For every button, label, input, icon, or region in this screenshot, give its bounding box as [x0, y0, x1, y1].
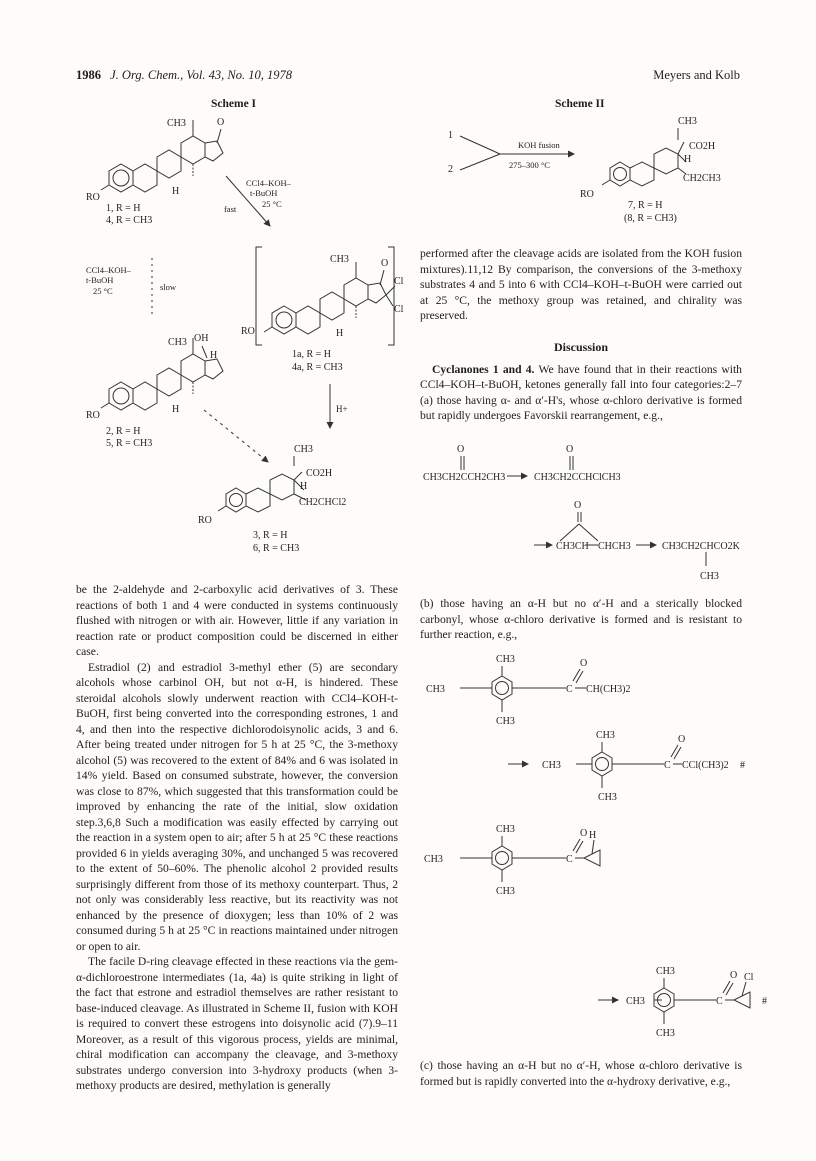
fast-reagent-1: CCl4–KOH–: [246, 178, 291, 188]
acyl-c-3: C: [566, 854, 573, 865]
slow-reagent-2: t-BuOH: [86, 275, 114, 285]
estrone-ro: RO: [86, 192, 100, 203]
isopropyl-group: CH(CH3)2: [586, 684, 631, 695]
slow-label: slow: [160, 282, 177, 292]
doisynolic-h: H: [300, 481, 308, 492]
estradiol-oh: OH: [194, 333, 209, 344]
chlorine-1: Cl: [394, 276, 404, 287]
mesityl-4-methyl-ortho-2: CH3: [656, 1028, 675, 1039]
acyl-c-1: C: [566, 684, 573, 695]
chloroisopropyl-group: CCl(CH3)2: [682, 760, 729, 771]
mesityl-1-methyl-ortho: CH3: [496, 654, 515, 665]
mesityl-2-methyl-para: CH3: [542, 760, 561, 771]
cmpd-1a-label: 1a, R = H: [292, 349, 331, 360]
mesityl-4-methyl-ortho: CH3: [656, 966, 675, 977]
cmpd-7-label: 7, R = H: [628, 200, 663, 211]
acid-7-co2h: CO2H: [689, 141, 716, 152]
acid-7-ethyl: CH2CH3: [683, 173, 721, 184]
acid-catalyst: H+: [336, 404, 348, 414]
estradiol-structure: [101, 338, 223, 410]
dichloro-ketone-o: O: [381, 258, 389, 269]
dichloroestrone-structure: [264, 262, 386, 334]
cmpd-4-label: 4, R = CH3: [106, 215, 153, 226]
right-paragraph-3: (b) those having an α-H but no α′-H and a sterically blocked carbonyl, whose α-chloro derivative is formed and is resistant to further reaction, e.g.,: [420, 597, 742, 641]
doisynolic-acid-benzene: [610, 162, 630, 186]
estrone-structure: [101, 120, 223, 192]
right-column-top: [420, 246, 742, 324]
doisynolic-ro: RO: [198, 515, 212, 526]
acid-7-ro: RO: [580, 189, 594, 200]
fast-label: fast: [224, 204, 237, 214]
mesityl-1-methyl-ortho-2: CH3: [496, 716, 515, 727]
estrone-methyl: CH3: [167, 118, 186, 129]
scheme-2-title: Scheme II: [555, 98, 605, 110]
fast-reagent-2: t-BuOH: [250, 188, 278, 198]
fusion-temperature: 275–300 °C: [509, 160, 550, 170]
mesityl-3-methyl-para: CH3: [424, 854, 443, 865]
acid-7-h: H: [684, 154, 692, 165]
estradiol-h: H: [210, 350, 218, 361]
dichloro-ro: RO: [241, 326, 255, 337]
cmpd-1-label: 1, R = H: [106, 203, 141, 214]
no-reaction-2: #: [762, 996, 767, 1007]
acid-7-methyl: CH3: [678, 116, 697, 127]
slow-reagent-1: CCl4–KOH–: [86, 265, 131, 275]
cmpd-6-label: 6, R = CH3: [253, 543, 300, 554]
mesityl-ring-2: [592, 752, 612, 776]
scheme2-start-2: 2: [448, 164, 453, 175]
scheme-1-title: Scheme I: [211, 98, 257, 110]
fast-reagent-3: 25 °C: [262, 199, 282, 209]
cyclopropanone-left: CH3CH: [556, 541, 589, 552]
page-number: 1986: [76, 68, 101, 82]
left-paragraph-1: be the 2-aldehyde and 2-carboxylic acid derivatives of 3. These reactions of both 1 and 4 were conducted in systems continuously flushed with nitrogen or with air. However, little if any variation in reaction rate or product composition could be discerned in either case.: [76, 583, 398, 658]
discussion-section: [420, 340, 742, 424]
cmpd-5-label: 5, R = CH3: [106, 438, 153, 449]
cyclopropyl-chlorine: Cl: [744, 972, 754, 983]
dichloro-methyl: CH3: [330, 254, 349, 265]
cmpd-3-label: 3, R = H: [253, 530, 288, 541]
left-paragraph-2: Estradiol (2) and estradiol 3-methyl ether (5) are secondary alcohols whose carbinol OH, but not α-H, is hindered. These steroidal alcohols slowly underwent reaction with CCl4–KOH-t-BuOH, first being converted into the corresponding estrones, 1 and 4, and then into the respective dichlorodoisynolic acids, 3 and 6. After being treated under nitrogen for 5 h at 25 °C, the 3-methoxy alcohol (5) was recovered to the extent of 84% and 6 was isolated in 14% yield. Based on consumed substrate, however, the conversion was close to 87%, which suggested that this transformation could be improved by enhancing the rate of the initial, slow oxidation step.3,6,8 Such a modification was easily effected by carrying out the reaction in a system open to air; after 5 h at 25 °C these reactions provided 6 in yields averaging 30%, and unchanged 5 was recovered to the extent of 50–60%. The phenolic alcohol 2 provided results surprisingly different from those of its methoxy counterpart. Thus, 2 not only was considerably less reactive, but its reactivity was not enhanced by the presence of dioxygen; less than 10% of 2 was consumed during 5 h at 25 °C in reactions maintained under nitrogen or open to air.: [76, 660, 398, 953]
acyl-c-4: C: [716, 996, 723, 1007]
fusion-condition: KOH fusion: [518, 140, 560, 150]
favorskii-product-methyl: CH3: [700, 571, 719, 582]
left-column: [76, 582, 398, 1094]
right-paragraph-4: (c) those having an α-H but no α′-H, whose α-chloro derivative is formed but is rapidly converted into the α-hydroxy derivative, e.g.,: [420, 1059, 742, 1088]
mesityl-2-methyl-ortho-2: CH3: [598, 792, 617, 803]
cyclopropyl-h: H: [589, 830, 597, 841]
chloroketone: CH3CH2CCHClCH3: [534, 472, 621, 483]
estradiol-ro: RO: [86, 410, 100, 421]
right-paragraph-2: We have found that in their reactions with CCl4–KOH–t-BuOH, ketones generally fall into four categories:2–7 (a) those having α- and α′-H's, whose α-chloro derivative is formed but rapidly undergoes Favorskii rearrangement, e.g.,: [420, 362, 742, 422]
discussion-heading: Discussion: [553, 340, 609, 354]
right-column-mid: [420, 596, 742, 643]
mesityl-1-methyl-para: CH3: [426, 684, 445, 695]
doisynolic-ch2chcl2: CH2CHCl2: [299, 497, 347, 508]
estradiol-h-14: H: [172, 404, 180, 415]
dichloro-h: H: [336, 328, 344, 339]
ketone-o-2: O: [566, 444, 574, 455]
journal-citation: J. Org. Chem., Vol. 43, No. 10, 1978: [110, 68, 292, 82]
estrone-ketone-o: O: [217, 117, 225, 128]
mesityl-2-methyl-ortho: CH3: [596, 730, 615, 741]
scheme2-start-1: 1: [448, 130, 453, 141]
chlorine-2: Cl: [394, 304, 404, 315]
estradiol-methyl: CH3: [168, 337, 187, 348]
cmpd-8-label: (8, R = CH3): [624, 213, 677, 224]
mesityl-3-methyl-ortho: CH3: [496, 824, 515, 835]
doisynolic-benzene-ring: [226, 488, 246, 512]
cmpd-4a-label: 4a, R = CH3: [292, 362, 343, 373]
ketone-o-1: O: [457, 444, 465, 455]
acyl-o-3: O: [580, 828, 588, 839]
acyl-o-2: O: [678, 734, 686, 745]
left-paragraph-3: The facile D-ring cleavage effected in these reactions via the gem-α-dichloroestrone intermediates (1a, 4a) is quite striking in light of the fact that estrone and estradiol themselves are rather resistant to base-induced cleavage. As illustrated in Scheme II, fusion with KOH is required to convert these estrogens into doisynolic acid (7).9–11 Moreover, as a result of this vigorous process, yields are minimal, chiral modification can accompany the cleavage, and 3-methoxy substrates undergo conversion into 3-hydroxy products (when 3-methoxy products are desired, methylation is generally: [76, 955, 398, 1092]
running-header-authors: Meyers and Kolb: [653, 68, 740, 82]
mesityl-4-methyl-para: CH3: [626, 996, 645, 1007]
right-column-bottom: [420, 1058, 742, 1089]
cyclopropanone-o: O: [574, 500, 582, 511]
mesityl-ring-3: [492, 846, 512, 870]
acyl-o-1: O: [580, 658, 588, 669]
cmpd-2-label: 2, R = H: [106, 426, 141, 437]
no-reaction-1: #: [740, 760, 745, 771]
doisynolic-co2h: CO2H: [306, 468, 333, 479]
mesityl-ring-1: [492, 676, 512, 700]
estrone-h: H: [172, 186, 180, 197]
cyclopropanone-right: CHCH3: [598, 541, 631, 552]
acyl-o-4: O: [730, 970, 738, 981]
cyclanones-subheading: Cyclanones 1 and 4.: [432, 362, 535, 376]
diethyl-ketone: CH3CH2CCH2CH3: [423, 472, 506, 483]
acyl-c-2: C: [664, 760, 671, 771]
favorskii-product: CH3CH2CHCO2K: [662, 541, 740, 552]
right-paragraph-1: performed after the cleavage acids are isolated from the KOH fusion mixtures).11,12 By comparison, the conversions of the 3-methoxy substrates 4 and 5 into 6 with CCl4–KOH–t-BuOH were carried out at 25 °C, the methoxy group was retained, and chirality was preserved.: [420, 247, 742, 322]
doisynolic-methyl: CH3: [294, 444, 313, 455]
mesityl-3-methyl-ortho-2: CH3: [496, 886, 515, 897]
slow-reagent-3: 25 °C: [93, 286, 113, 296]
